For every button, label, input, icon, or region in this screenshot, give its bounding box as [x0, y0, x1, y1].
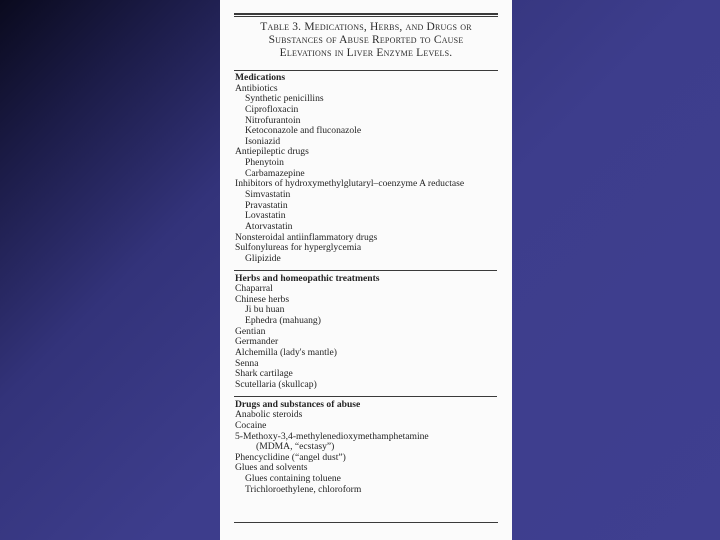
table-title-text-1: Medications, Herbs, and Drugs or	[304, 21, 472, 33]
table-entry: Glues containing toluene	[245, 473, 341, 485]
table-title-line-1	[234, 21, 498, 34]
table-entry: Glipizide	[245, 252, 281, 264]
table-entry: Gentian	[235, 325, 266, 337]
table-entry: Ciprofloxacin	[245, 103, 299, 115]
table-entry: Phencyclidine (“angel dust”)	[235, 451, 346, 463]
table-title-line-2: Substances of Abuse Reported to Cause	[268, 34, 464, 46]
table-entry: Nonsteroidal antiinflammatory drugs	[235, 231, 378, 243]
section-heading: Medications	[235, 72, 286, 83]
table-entry: Atorvastatin	[245, 220, 293, 232]
table-entry: Trichloroethylene, chloroform	[245, 483, 362, 495]
section-heading: Herbs and homeopathic treatments	[235, 272, 380, 284]
table-title-line-3: Elevations in Liver Enzyme Levels.	[279, 47, 453, 59]
table-entry: Pravastatin	[245, 199, 288, 211]
table-label: Table 3.	[260, 21, 302, 33]
bottom-rule	[234, 522, 498, 523]
table-entry: Germander	[235, 336, 279, 348]
table-entry: Chaparral	[235, 283, 273, 295]
table-entry: Antiepileptic drugs	[235, 146, 309, 158]
table-entry: Lovastatin	[245, 210, 286, 222]
table-entry: Ji bu huan	[245, 304, 285, 316]
table-entry: Isoniazid	[245, 135, 281, 147]
document-page	[220, 0, 512, 540]
table-entry: Phenytoin	[245, 157, 284, 169]
table-entry: Nitrofurantoin	[245, 114, 301, 126]
table-entry: Senna	[235, 357, 259, 369]
section-heading: Drugs and substances of abuse	[235, 398, 361, 410]
table-entry: Cocaine	[235, 419, 267, 431]
table-entry: Ketoconazole and fluconazole	[245, 125, 362, 137]
table-entry: Simvastatin	[245, 189, 291, 201]
table-entry: Alchemilla (lady's mantle)	[235, 347, 337, 359]
table-entry: Glues and solvents	[235, 462, 308, 474]
table-entry: Inhibitors of hydroxymethylglutaryl–coenzyme A reductase	[235, 178, 465, 190]
table-entry: Sulfonylureas for hyperglycemia	[235, 242, 362, 254]
top-rule-thin	[234, 16, 498, 17]
title-rule	[234, 70, 498, 71]
table-entry: Anabolic steroids	[235, 409, 303, 421]
table-title	[234, 21, 498, 60]
table-entry: Scutellaria (skullcap)	[235, 378, 317, 390]
table-entry: Ephedra (mahuang)	[245, 315, 321, 327]
table-entry: Shark cartilage	[235, 368, 293, 380]
table-entry: Synthetic penicillins	[245, 93, 324, 105]
top-rule-thick	[234, 13, 498, 15]
table-body	[235, 73, 503, 495]
table-entry: (MDMA, “ecstasy”)	[256, 441, 335, 453]
table-entry: 5-Methoxy-3,4-methylenedioxymethamphetamine	[235, 430, 429, 442]
table-entry: Chinese herbs	[235, 293, 290, 305]
table-entry: Antibiotics	[235, 82, 278, 94]
table-entry: Carbamazepine	[245, 167, 305, 179]
